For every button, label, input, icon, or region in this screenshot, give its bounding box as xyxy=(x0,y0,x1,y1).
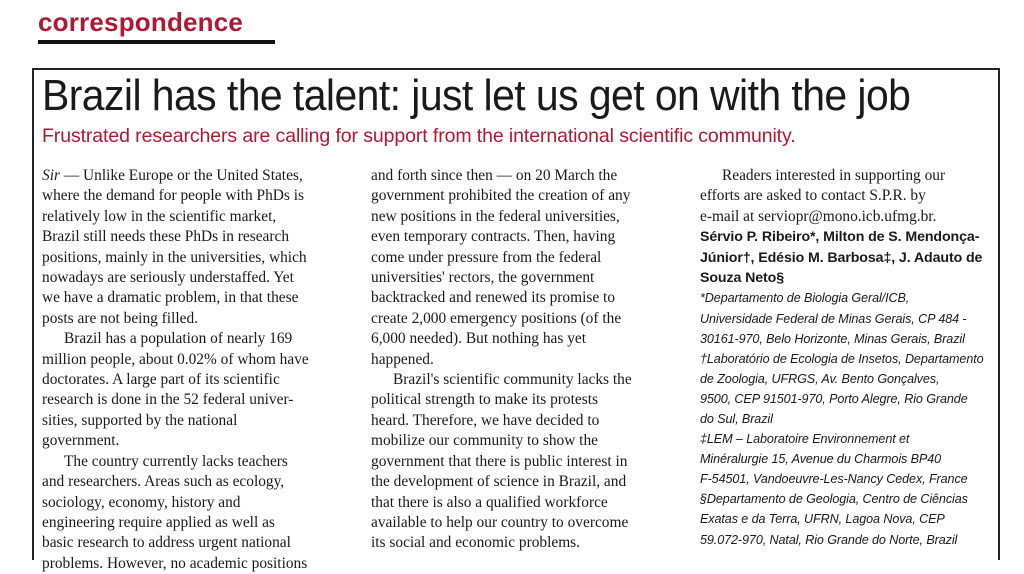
body-line: nowadays are seriously understaffed. Yet xyxy=(42,269,294,287)
body-line: we have a dramatic problem, in that these xyxy=(42,289,299,307)
affiliation-line: Universidade Federal de Minas Gerais, CP 484 - xyxy=(700,311,967,326)
affiliation-line: §Departamento de Geologia, Centro de Ciências xyxy=(700,492,968,507)
affiliation-line: Exatas e da Terra, UFRN, Lagoa Nova, CEP xyxy=(700,512,945,527)
body-line: sities, supported by the national xyxy=(42,411,238,429)
body-line: and forth since then — on 20 March the xyxy=(371,167,618,184)
affiliation-line: *Departamento de Biologia Geral/ICB, xyxy=(700,291,910,306)
body-line: mobilize our community to show the xyxy=(371,432,598,450)
body-line: universities' rectors, the government xyxy=(371,269,595,287)
body-line: where the demand for people with PhDs is xyxy=(42,187,305,205)
body-line: basic research to address urgent national xyxy=(42,534,291,552)
body-line: posts are not being filled. xyxy=(42,309,199,327)
body-line: research is done in the 52 federal univer- xyxy=(42,391,294,409)
article-column-3 xyxy=(700,166,1000,550)
body-line: government prohibited the creation of any xyxy=(371,187,631,205)
body-line: Readers interested in supporting our xyxy=(722,167,946,184)
body-line: backtracked and renewed its promise to xyxy=(371,289,616,307)
body-line: political strength to make its protests xyxy=(371,391,598,409)
article-column-1 xyxy=(42,166,342,574)
body-line: relatively low in the scientific market, xyxy=(42,207,277,225)
body-line: Brazil's scientific community lacks the xyxy=(393,371,632,389)
article-frame-left xyxy=(32,68,34,560)
contact-email-line: e-mail at serviopr@mono.icb.ufmg.br. xyxy=(700,207,937,225)
affiliation-line: †Laboratório de Ecologia de Insetos, Departamento xyxy=(700,351,984,366)
body-line: million people, about 0.02% of whom have xyxy=(42,350,309,368)
body-line: happened. xyxy=(371,350,434,368)
body-line: and researchers. Areas such as ecology, xyxy=(42,473,285,491)
affiliation-line: 9500, CEP 91501-970, Porto Alegre, Rio Grande xyxy=(700,391,968,406)
article-standfirst: Frustrated researchers are calling for support from the international scientific community. xyxy=(42,125,796,147)
body-line: the development of science in Brazil, and xyxy=(371,473,627,491)
affiliation-line: de Zoologia, UFRGS, Av. Bento Gonçalves, xyxy=(700,371,940,386)
article-headline: Brazil has the talent: just let us get on with the job xyxy=(42,71,911,120)
author-line: Sérvio P. Ribeiro*, Milton de S. Mendonça- xyxy=(700,229,980,246)
author-line: Souza Neto§ xyxy=(700,270,785,287)
body-line: its social and economic problems. xyxy=(371,534,581,552)
body-line: Brazil has a population of nearly 169 xyxy=(64,330,293,348)
body-line: sociology, economy, history and xyxy=(42,493,241,511)
section-underline xyxy=(38,40,275,44)
body-line: The country currently lacks teachers xyxy=(64,452,288,470)
affiliation-line: 59.072-970, Natal, Rio Grande do Norte, Brazil xyxy=(700,532,958,547)
body-line: government that there is public interest in xyxy=(371,452,628,470)
body-line: heard. Therefore, we have decided to xyxy=(371,411,600,429)
body-line: come under pressure from the federal xyxy=(371,248,602,266)
salutation: Sir xyxy=(42,167,60,184)
affiliation-line: Minéralurgie 15, Avenue du Charmois BP40 xyxy=(700,452,942,467)
body-line: engineering require applied as well as xyxy=(42,513,275,531)
body-line: even temporary contracts. Then, having xyxy=(371,228,616,246)
body-line: positions, mainly in the universities, which xyxy=(42,248,307,266)
affiliation-line: F-54501, Vandoeuvre-Les-Nancy Cedex, France xyxy=(700,472,968,487)
body-line: Sir — Unlike Europe or the United States, xyxy=(42,167,303,184)
body-line: Brazil still needs these PhDs in research xyxy=(42,228,290,246)
section-label: correspondence xyxy=(38,7,244,37)
affiliation-line: do Sul, Brazil xyxy=(700,412,773,426)
body-line: create 2,000 emergency positions (of the xyxy=(371,309,622,327)
author-line: Júnior†, Edésio M. Barbosa‡, J. Adauto de xyxy=(700,249,983,266)
body-line: new positions in the federal universities, xyxy=(371,207,620,225)
body-line: doctorates. A large part of its scientific xyxy=(42,371,280,389)
affiliation-line: ‡LEM – Laboratoire Environnement et xyxy=(700,432,910,447)
article-column-2 xyxy=(371,166,671,554)
body-line: efforts are asked to contact S.P.R. by xyxy=(700,187,926,205)
affiliation-line: 30161-970, Belo Horizonte, Minas Gerais, Brazil xyxy=(700,331,965,346)
body-line: government. xyxy=(42,432,120,450)
body-line: problems. However, no academic positions xyxy=(42,554,308,572)
body-line: that there is also a qualified workforce xyxy=(371,493,608,511)
body-line: 6,000 needed). But nothing has yet xyxy=(371,330,587,348)
body-line: available to help our country to overcome xyxy=(371,513,629,531)
